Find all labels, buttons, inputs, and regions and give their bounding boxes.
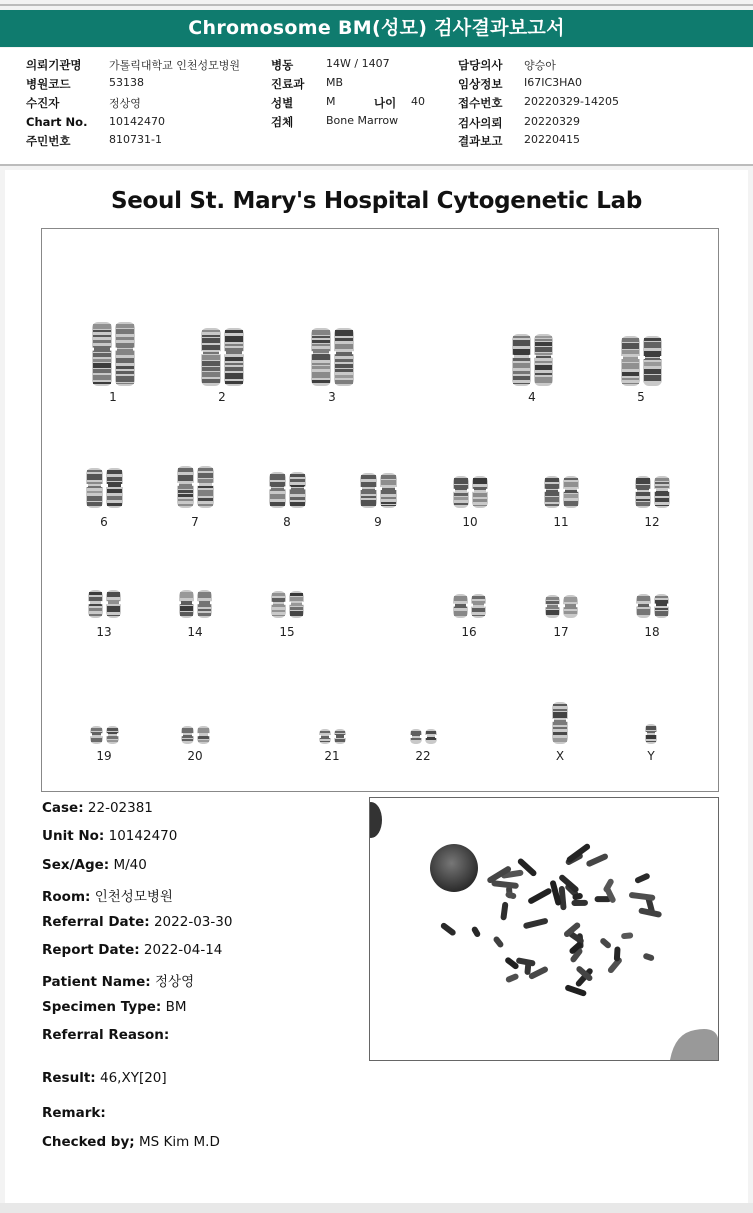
chromosome-label-10: 10 (462, 515, 478, 529)
metaphase-chromosome (571, 900, 588, 906)
chromosome-label-Y: Y (647, 749, 655, 763)
chromosome-pair-19 (88, 724, 121, 746)
specimen-type-label: Specimen Type: (42, 999, 162, 1015)
header-value: 양승아 (524, 59, 556, 72)
referral-reason-row (42, 1027, 169, 1043)
chromosome (452, 476, 470, 508)
metaphase-chromosome (621, 932, 634, 939)
chromosome (196, 590, 213, 618)
checked-by-value: MS Kim M.D (138, 1134, 220, 1150)
bottom-bar (0, 1203, 753, 1213)
chromosome (424, 729, 438, 744)
chromosome (105, 590, 122, 618)
metaphase-chromosome (523, 917, 549, 929)
header-label: 검체 (271, 115, 294, 129)
header-label: 나이 (374, 96, 397, 110)
header-value: 20220329 (524, 115, 580, 128)
chromosome (176, 466, 195, 508)
report-date-value: 2022-04-14 (143, 942, 223, 958)
chromosome (452, 594, 469, 618)
chromosome-pair-7 (175, 464, 216, 510)
chromosome-pair-9 (358, 471, 399, 510)
chromosome (533, 334, 554, 386)
chromosome (85, 468, 104, 508)
chromosome-label-3: 3 (328, 390, 336, 404)
chromosome (359, 473, 378, 508)
chromosome (562, 476, 580, 508)
chromosome-pair-4 (510, 332, 555, 388)
chromosome (288, 591, 305, 618)
chromosome-label-4: 4 (528, 390, 536, 404)
sex-age-value: M/40 (113, 857, 147, 873)
room-value: 인천성모병원 (94, 889, 173, 905)
unit-no-value: 10142470 (108, 828, 178, 844)
referral-date-label: Referral Date: (42, 914, 150, 930)
chromosome (333, 328, 355, 386)
header-value: M (326, 95, 336, 108)
chromosome (223, 328, 245, 386)
chromosome-label-2: 2 (218, 390, 226, 404)
chromosome-label-18: 18 (644, 625, 660, 639)
chromosome-pair-X (550, 700, 570, 746)
unit-no-label: Unit No: (42, 828, 105, 844)
chromosome (105, 726, 120, 744)
chromosome-pair-17 (543, 593, 580, 620)
header-label: 주민번호 (26, 134, 71, 148)
header-value: MB (326, 76, 344, 89)
chromosome-pair-1 (90, 320, 137, 388)
referral-reason-label: Referral Reason: (42, 1027, 170, 1043)
report-title-banner: Chromosome BM(성모) 검사결과보고서 (0, 10, 753, 47)
header-label: 검사의뢰 (458, 116, 503, 130)
chromosome (89, 726, 104, 744)
chromosome (318, 729, 332, 744)
chromosome (200, 328, 222, 386)
patient-name-row (42, 970, 194, 990)
header-label: 성별 (271, 96, 294, 110)
case-row (42, 800, 153, 816)
chromosome (620, 336, 641, 386)
metaphase-chromosome (527, 887, 553, 905)
chromosome-label-13: 13 (96, 625, 112, 639)
metaphase-chromosome (642, 953, 654, 962)
chromosome-pair-11 (542, 474, 581, 510)
chromosome-label-14: 14 (187, 625, 203, 639)
unit-no-row (42, 828, 177, 844)
header-label: 의뢰기관명 (26, 58, 82, 72)
karyogram-panel (41, 228, 719, 792)
chromosome (644, 724, 658, 744)
header-value: 10142470 (109, 115, 165, 128)
header-value: 53138 (109, 76, 144, 89)
chromosome (544, 595, 561, 618)
report-date-label: Report Date: (42, 942, 140, 958)
top-divider (0, 4, 753, 6)
chromosome (635, 594, 652, 618)
header-value: 40 (411, 95, 425, 108)
chromosome (196, 466, 215, 508)
chromosome-pair-10 (451, 474, 490, 510)
chromosome (562, 595, 579, 618)
metaphase-chromosome (564, 984, 587, 997)
metaphase-chromosome (565, 843, 591, 864)
metaphase-chromosome (505, 973, 520, 984)
patient-name-label: Patient Name: (42, 974, 151, 990)
header-value: 정상영 (109, 97, 141, 110)
chromosome-label-17: 17 (553, 625, 569, 639)
chromosome (180, 726, 195, 744)
metaphase-chromosome (629, 892, 656, 901)
chromosome-label-22: 22 (415, 749, 431, 763)
chromosome (114, 322, 136, 386)
chromosome-label-20: 20 (187, 749, 203, 763)
header-value: 810731-1 (109, 133, 162, 146)
chromosome-pair-3 (309, 326, 356, 388)
remark-label: Remark: (42, 1105, 106, 1121)
chromosome-label-12: 12 (644, 515, 660, 529)
chromosome (196, 726, 211, 744)
chromosome (270, 591, 287, 618)
metaphase-chromosome (491, 880, 519, 889)
sex-age-label: Sex/Age: (42, 857, 110, 873)
chromosome-label-1: 1 (109, 390, 117, 404)
lab-title: Seoul St. Mary's Hospital Cytogenetic Lab (110, 188, 643, 214)
header-value: Bone Marrow (326, 114, 399, 127)
case-value: 22-02381 (87, 800, 153, 816)
header-label: 담당의사 (458, 58, 503, 72)
result-label: Result: (42, 1070, 96, 1086)
header-label: 병동 (271, 58, 294, 72)
chromosome-label-6: 6 (100, 515, 108, 529)
chromosome (543, 476, 561, 508)
referral-date-value: 2022-03-30 (153, 914, 233, 930)
chromosome (551, 702, 569, 744)
chromosome-pair-14 (177, 588, 214, 620)
chromosome-pair-13 (86, 588, 123, 620)
specimen-type-value: BM (165, 999, 187, 1015)
header-label: 진료과 (271, 77, 305, 91)
cell-fragment (670, 1029, 718, 1060)
referral-date-row (42, 914, 232, 930)
patient-name-value: 정상영 (154, 974, 195, 990)
chromosome-pair-6 (84, 466, 125, 510)
chromosome (409, 729, 423, 744)
chromosome-label-5: 5 (637, 390, 645, 404)
chromosome (268, 472, 287, 508)
chromosome (333, 729, 347, 744)
result-row (42, 1070, 167, 1086)
metaphase-chromosome (440, 922, 457, 937)
interphase-nucleus (430, 844, 478, 892)
header-value: I67IC3HA0 (524, 76, 582, 89)
report-date-row (42, 942, 222, 958)
chromosome (653, 594, 670, 618)
chromosome-pair-22 (408, 727, 439, 746)
room-row (42, 885, 173, 905)
metaphase-chromosome (500, 902, 508, 921)
chromosome-pair-18 (634, 592, 671, 620)
patient-header (0, 48, 753, 166)
chromosome-pair-Y (643, 722, 659, 746)
chromosome (379, 473, 398, 508)
chromosome (288, 472, 307, 508)
chromosome-pair-5 (619, 334, 664, 388)
chromosome (470, 594, 487, 618)
chromosome-pair-15 (269, 589, 306, 620)
header-value: 20220415 (524, 133, 580, 146)
chromosome (91, 322, 113, 386)
chromosome-pair-12 (633, 474, 672, 510)
metaphase-chromosome (492, 935, 504, 948)
metaphase-spread (370, 798, 718, 1060)
metaphase-chromosome (634, 872, 651, 884)
chromosome-pair-16 (451, 592, 488, 620)
metaphase-chromosome (614, 946, 621, 961)
chromosome-pair-20 (179, 724, 212, 746)
checked-by-label: Checked by; (42, 1134, 135, 1150)
chromosome-pair-21 (317, 727, 348, 746)
specimen-type-row (42, 999, 187, 1015)
chromosome-label-8: 8 (283, 515, 291, 529)
header-label: Chart No. (26, 115, 88, 129)
header-label: 병원코드 (26, 77, 71, 91)
chromosome-pair-8 (267, 470, 308, 510)
chromosome (653, 476, 671, 508)
result-value: 46,XY[20] (99, 1070, 167, 1086)
chromosome-pair-2 (199, 326, 246, 388)
metaphase-image (369, 797, 719, 1061)
header-label: 수진자 (26, 96, 60, 110)
chromosome (634, 476, 652, 508)
header-label: 접수번호 (458, 96, 503, 110)
sex-age-row (42, 857, 147, 873)
chromosome (105, 468, 124, 508)
header-label: 결과보고 (458, 134, 503, 148)
chromosome-label-7: 7 (191, 515, 199, 529)
chromosome-label-9: 9 (374, 515, 382, 529)
chromosome-label-16: 16 (461, 625, 477, 639)
metaphase-chromosome (585, 853, 609, 868)
header-value: 가톨릭대학교 인천성모병원 (109, 59, 241, 72)
room-label: Room: (42, 889, 91, 905)
header-value: 20220329-14205 (524, 95, 619, 108)
metaphase-chromosome (528, 965, 549, 980)
chromosome (87, 590, 104, 618)
chromosome (178, 590, 195, 618)
chromosome-label-19: 19 (96, 749, 112, 763)
remark-row (42, 1105, 106, 1121)
chromosome (511, 334, 532, 386)
chromosome-label-11: 11 (553, 515, 569, 529)
chromosome (471, 476, 489, 508)
metaphase-chromosome (599, 937, 612, 950)
checked-by-row (42, 1134, 220, 1150)
chromosome (642, 336, 663, 386)
cell-fragment (370, 802, 382, 838)
chromosome-label-21: 21 (324, 749, 340, 763)
header-value: 14W / 1407 (326, 57, 390, 70)
chromosome-label-15: 15 (279, 625, 295, 639)
chromosome (310, 328, 332, 386)
metaphase-chromosome (471, 925, 482, 938)
case-label: Case: (42, 800, 84, 816)
chromosome-label-X: X (555, 749, 565, 763)
header-label: 임상정보 (458, 77, 503, 91)
